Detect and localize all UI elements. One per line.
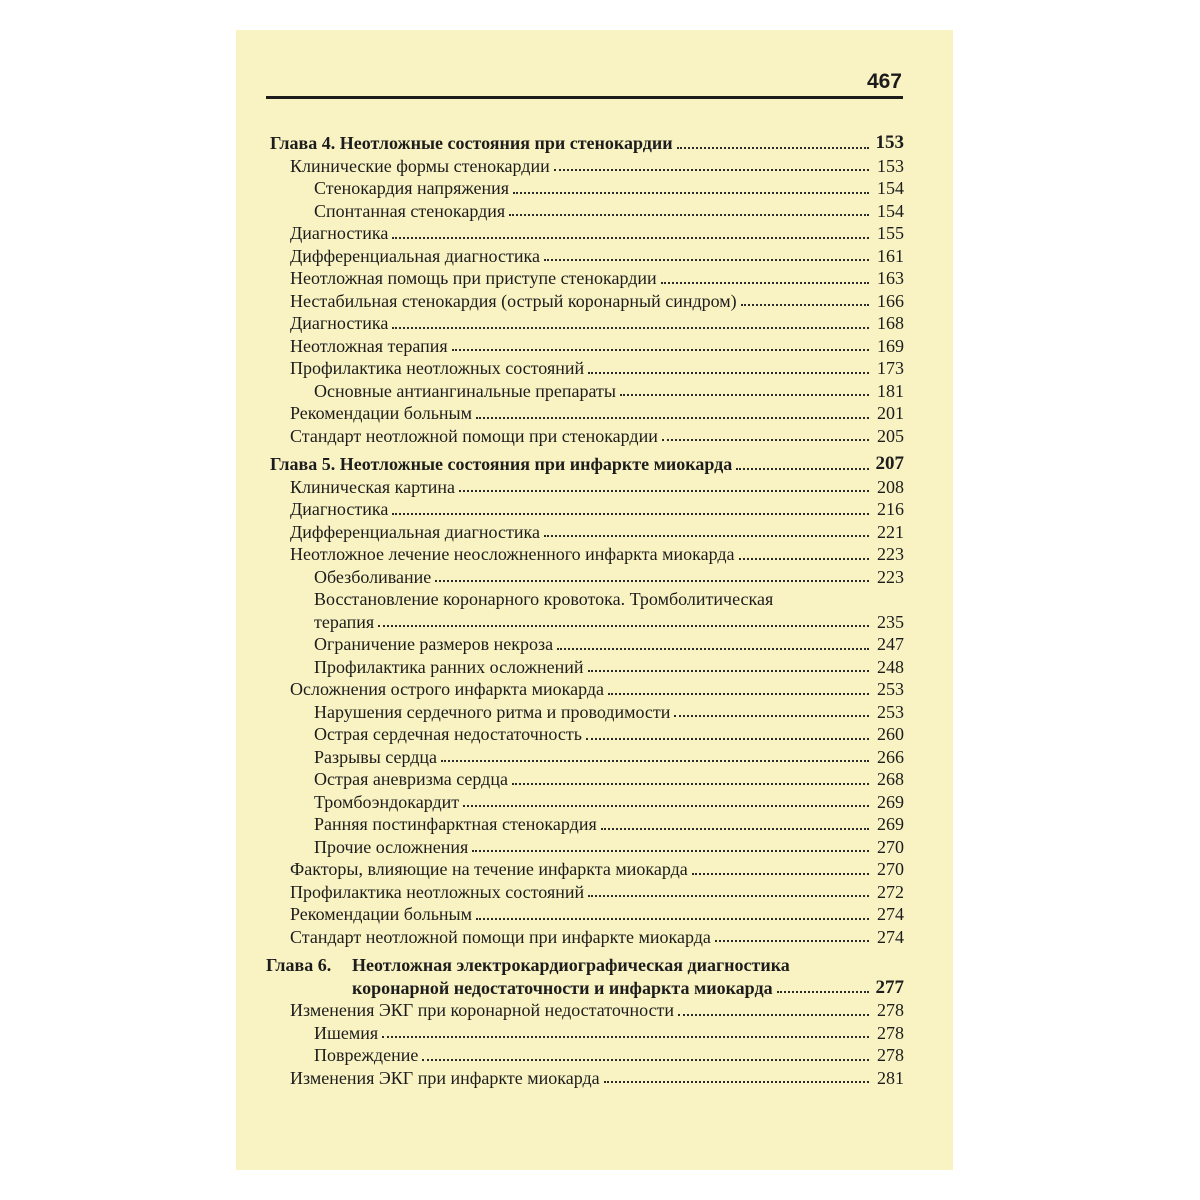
toc-entry-page: 154: [877, 200, 904, 221]
toc-entry-page: 223: [877, 544, 904, 564]
toc-entry-title: Факторы, влияющие на течение инфаркта миокарда: [290, 859, 688, 879]
dot-leader: [554, 168, 869, 171]
toc-entry-page: 153: [877, 155, 904, 176]
dot-leader: [601, 827, 869, 830]
dot-leader: [422, 1058, 869, 1061]
toc-entry-page: 207: [875, 453, 904, 474]
dot-leader: [620, 393, 869, 396]
toc-entry-title: Неотложное лечение неосложненного инфаркта миокарда: [290, 544, 735, 564]
toc-entry-page: 201: [877, 403, 904, 423]
dot-leader: [741, 303, 869, 306]
toc-entry-page: 274: [877, 926, 904, 947]
dot-leader: [512, 782, 869, 785]
toc-entry-title: Изменения ЭКГ при коронарной недостаточности: [290, 1000, 675, 1020]
dot-leader: [544, 258, 869, 261]
toc-entry-title: Профилактика неотложных состояний: [290, 881, 585, 902]
toc-chapter-4[interactable]: [266, 132, 904, 155]
toc-entry-title: Диагностика: [290, 313, 389, 333]
toc-entry-title: Глава 5. Неотложные состояния при инфаркте миокарда: [270, 454, 733, 474]
dot-leader: [739, 557, 869, 560]
toc-entry-page: 269: [877, 791, 904, 812]
toc-entry-page: 278: [877, 1022, 904, 1043]
dot-leader: [692, 872, 869, 875]
toc-entry-page: 235: [877, 611, 904, 632]
toc-entry-page: 281: [877, 1067, 904, 1088]
toc-entry-title: Нестабильная стенокардия (острый коронарный синдром): [290, 290, 737, 311]
toc-entry[interactable]: [266, 425, 904, 448]
toc-entry[interactable]: [266, 245, 904, 268]
dot-leader: [588, 669, 869, 672]
toc-entry[interactable]: [266, 1044, 904, 1067]
toc-entry-page: 248: [877, 656, 904, 677]
dot-leader: [392, 236, 869, 239]
toc-entry-page: 277: [875, 976, 904, 998]
dot-leader: [476, 917, 869, 920]
toc-entry[interactable]: [266, 566, 904, 589]
toc-entry-page: 268: [877, 769, 904, 789]
toc-entry-title: Стандарт неотложной помощи при стенокардии: [290, 425, 658, 446]
toc-entry[interactable]: [266, 656, 904, 679]
toc-entry[interactable]: [266, 380, 904, 403]
toc-entry-title: Неотложная помощь при приступе стенокардии: [290, 268, 657, 288]
toc-entry-title: Неотложная электрокардиографическая диагностика: [352, 955, 790, 975]
toc-entry[interactable]: [266, 1022, 904, 1045]
toc-entry[interactable]: [266, 476, 904, 499]
dot-leader: [777, 990, 869, 993]
toc-entry-page: 205: [877, 425, 904, 446]
toc-entry-page: 272: [877, 881, 904, 902]
toc-entry-title: коронарной недостаточности и инфаркта миокарда: [352, 977, 773, 998]
toc-entry-title: Осложнения острого инфаркта миокарда: [290, 679, 604, 699]
toc-entry[interactable]: [266, 200, 904, 223]
toc-entry-title: Дифференциальная диагностика: [290, 521, 540, 542]
toc-entry-page: 278: [877, 1000, 904, 1020]
page-number: 467: [866, 70, 902, 93]
toc-entry-title: Ишемия: [314, 1022, 379, 1043]
toc-entry[interactable]: [266, 903, 904, 926]
toc-entry-title: Повреждение: [314, 1045, 419, 1065]
toc-entry[interactable]: [266, 746, 904, 769]
toc-entry-title: Диагностика: [290, 499, 389, 519]
dot-leader: [661, 281, 869, 284]
toc-entry-title: Профилактика ранних осложнений: [314, 656, 584, 677]
toc-entry[interactable]: [266, 267, 904, 290]
toc-entry[interactable]: [266, 357, 904, 380]
dot-leader: [472, 849, 869, 852]
dot-leader: [392, 326, 869, 329]
toc-entry-title: Основные антиангинальные препараты: [314, 380, 617, 401]
toc-entry-page: 266: [877, 746, 904, 767]
dot-leader: [435, 579, 869, 582]
toc-entry-title: Неотложная терапия: [290, 335, 448, 356]
toc-entry-page: 173: [877, 358, 904, 378]
dot-leader: [463, 804, 869, 807]
toc-chapter-6-continuation: [266, 977, 904, 1000]
toc-entry[interactable]: [266, 926, 904, 949]
toc-entry-title: Ранняя постинфарктная стенокардия: [314, 814, 597, 834]
toc-entry-page: 223: [877, 566, 904, 587]
toc-entry[interactable]: [266, 402, 904, 425]
toc-entry-title: Острая сердечная недостаточность: [314, 724, 582, 744]
dot-leader: [678, 1013, 869, 1016]
toc-entry-page: 154: [877, 178, 904, 198]
toc-entry-page: 270: [877, 836, 904, 857]
toc-entry-title: Нарушения сердечного ритма и проводимости: [314, 701, 671, 722]
toc-entry-page: 216: [877, 499, 904, 519]
toc-entry-page: 155: [877, 223, 904, 243]
toc-entry[interactable]: [266, 521, 904, 544]
book-page: [236, 30, 953, 1170]
dot-leader: [392, 512, 869, 515]
dot-leader: [736, 467, 869, 470]
toc-entry-page: 169: [877, 335, 904, 356]
toc-entry[interactable]: [266, 836, 904, 859]
dot-leader: [662, 438, 869, 441]
dot-leader: [604, 1080, 869, 1083]
dot-leader: [441, 759, 869, 762]
toc-entry-page: 270: [877, 859, 904, 879]
toc-entry[interactable]: [266, 633, 904, 656]
toc-entry-page: 274: [877, 904, 904, 924]
toc-entry[interactable]: [266, 312, 904, 335]
toc-entry-page: 168: [877, 313, 904, 333]
dot-leader: [588, 371, 869, 374]
toc-entry-title: Глава 4. Неотложные состояния при стенокардии: [270, 133, 673, 153]
toc-entry-title: Прочие осложнения: [314, 836, 469, 857]
toc-entry[interactable]: [266, 999, 904, 1022]
toc-entry-title: терапия: [314, 611, 375, 632]
toc-entry[interactable]: [266, 1067, 904, 1090]
dot-leader: [513, 191, 869, 194]
toc-entry[interactable]: [266, 290, 904, 313]
toc-entry[interactable]: [266, 335, 904, 358]
toc-entry-page: 161: [877, 245, 904, 266]
dot-leader: [677, 146, 869, 149]
toc-entry-page: 166: [877, 290, 904, 311]
toc-entry-page: 153: [875, 132, 904, 153]
toc-entry-page: 269: [877, 814, 904, 834]
toc-entry-title: Изменения ЭКГ при инфаркте миокарда: [290, 1067, 600, 1088]
dot-leader: [588, 894, 869, 897]
toc-entry[interactable]: [266, 678, 904, 701]
toc-chapter-5[interactable]: [266, 453, 904, 476]
dot-leader: [674, 714, 869, 717]
toc-entry-page: 253: [877, 679, 904, 699]
toc-entry-title: Клинические формы стенокардии: [290, 155, 550, 176]
dot-leader: [476, 416, 869, 419]
toc-entry-title: Стенокардия напряжения: [314, 178, 510, 198]
toc-entry[interactable]: [266, 155, 904, 178]
toc-entry-page: 208: [877, 476, 904, 497]
toc-entry-title: Диагностика: [290, 223, 389, 243]
header-rule: [266, 96, 903, 99]
dot-leader: [557, 647, 869, 650]
toc-entry[interactable]: [266, 791, 904, 814]
toc-entry-page: 247: [877, 634, 904, 654]
toc-entry-title: Спонтанная стенокардия: [314, 200, 506, 221]
toc-entry-title: Острая аневризма сердца: [314, 769, 508, 789]
toc-entry-page: 163: [877, 268, 904, 288]
toc-entry-title: Рекомендации больным: [290, 403, 473, 423]
toc-entry-line[interactable]: Восстановление коронарного кровотока. Тромболитическая: [314, 589, 774, 609]
toc-entry[interactable]: [266, 543, 904, 566]
toc-entry[interactable]: [266, 858, 904, 881]
toc-entry-page: 253: [877, 701, 904, 722]
toc-entry-title: Тромбоэндокардит: [314, 791, 460, 812]
toc-entry[interactable]: [266, 498, 904, 521]
toc-entry-page: 221: [877, 521, 904, 542]
chapter-label: Глава 6.: [266, 955, 332, 975]
toc-entry[interactable]: [266, 813, 904, 836]
dot-leader: [378, 624, 869, 627]
toc-entry-title: Дифференциальная диагностика: [290, 245, 540, 266]
toc-entry-page: 260: [877, 724, 904, 744]
table-of-contents: [266, 132, 904, 1089]
toc-entry-title: Обезболивание: [314, 566, 432, 587]
toc-entry-title: Ограничение размеров некроза: [314, 634, 554, 654]
toc-entry-title: Рекомендации больным: [290, 904, 473, 924]
toc-entry-page: 181: [877, 380, 904, 401]
toc-entry-title: Разрывы сердца: [314, 746, 438, 767]
toc-chapter-6-heading: [266, 954, 904, 977]
dot-leader: [715, 939, 869, 942]
toc-entry[interactable]: [266, 881, 904, 904]
toc-entry-title: Клиническая картина: [290, 476, 455, 497]
toc-entry[interactable]: [266, 611, 904, 634]
toc-chapter-6[interactable]: [266, 954, 904, 999]
toc-entry[interactable]: [266, 177, 904, 200]
toc-entry-title: Профилактика неотложных состояний: [290, 358, 585, 378]
dot-leader: [544, 534, 869, 537]
dot-leader: [382, 1035, 869, 1038]
toc-entry[interactable]: [266, 723, 904, 746]
dot-leader: [509, 213, 869, 216]
toc-entry[interactable]: [266, 222, 904, 245]
toc-entry-title: Стандарт неотложной помощи при инфаркте миокарда: [290, 926, 711, 947]
toc-entry[interactable]: [266, 768, 904, 791]
dot-leader: [452, 348, 869, 351]
toc-entry[interactable]: [266, 701, 904, 724]
dot-leader: [608, 692, 869, 695]
toc-entry-page: 278: [877, 1045, 904, 1065]
dot-leader: [459, 489, 869, 492]
dot-leader: [586, 737, 869, 740]
